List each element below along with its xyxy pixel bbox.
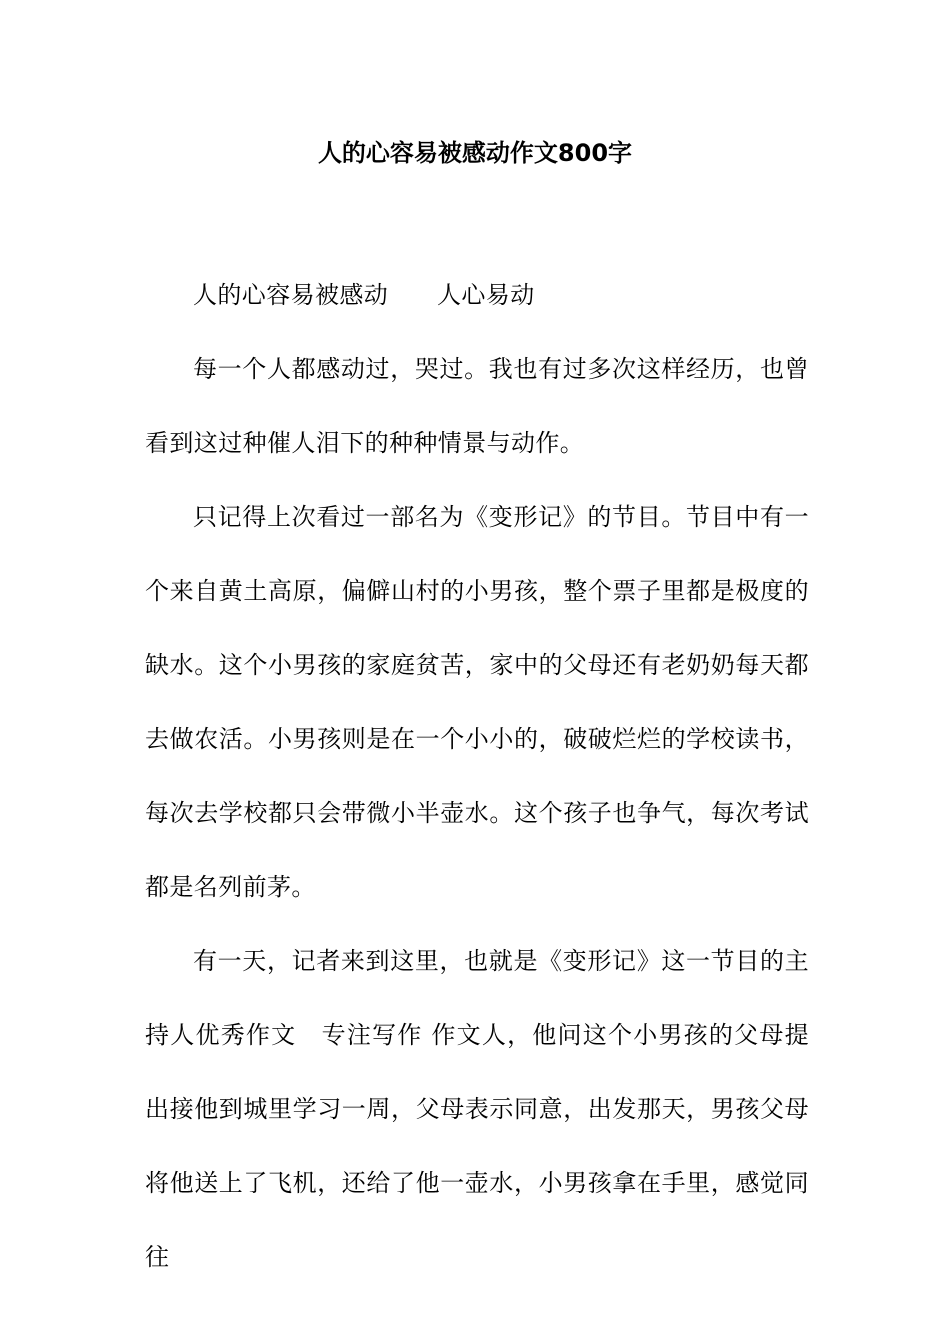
paragraph-1: 每一个人都感动过，哭过。我也有过多次这样经历，也曾看到这过种催人泪下的种种情景与动作。	[145, 355, 809, 457]
document-title: 人的心容易被感动作文800字	[317, 139, 633, 167]
document-body	[145, 258, 809, 1294]
subtitle-line: 人的心容易被感动 人心易动	[193, 281, 535, 309]
paragraph-3: 有一天，记者来到这里，也就是《变形记》这一节目的主持人优秀作文 专注写作 作文人，他问这个小男孩的父母提出接他到城里学习一周，父母表示同意，出发那天，男孩父母将他送上了飞机，还给了他一壶水，小男孩拿在手里，感觉同往	[145, 947, 809, 1271]
paragraph-2: 只记得上次看过一部名为《变形记》的节目。节目中有一个来自黄土高原，偏僻山村的小男孩，整个票子里都是极度的缺水。这个小男孩的家庭贫苦，家中的父母还有老奶奶每天都去做农活。小男孩则是在一个小小的，破破烂烂的学校读书，每次去学校都只会带微小半壶水。这个孩子也争气，每次考试都是名列前茅。	[145, 503, 809, 901]
